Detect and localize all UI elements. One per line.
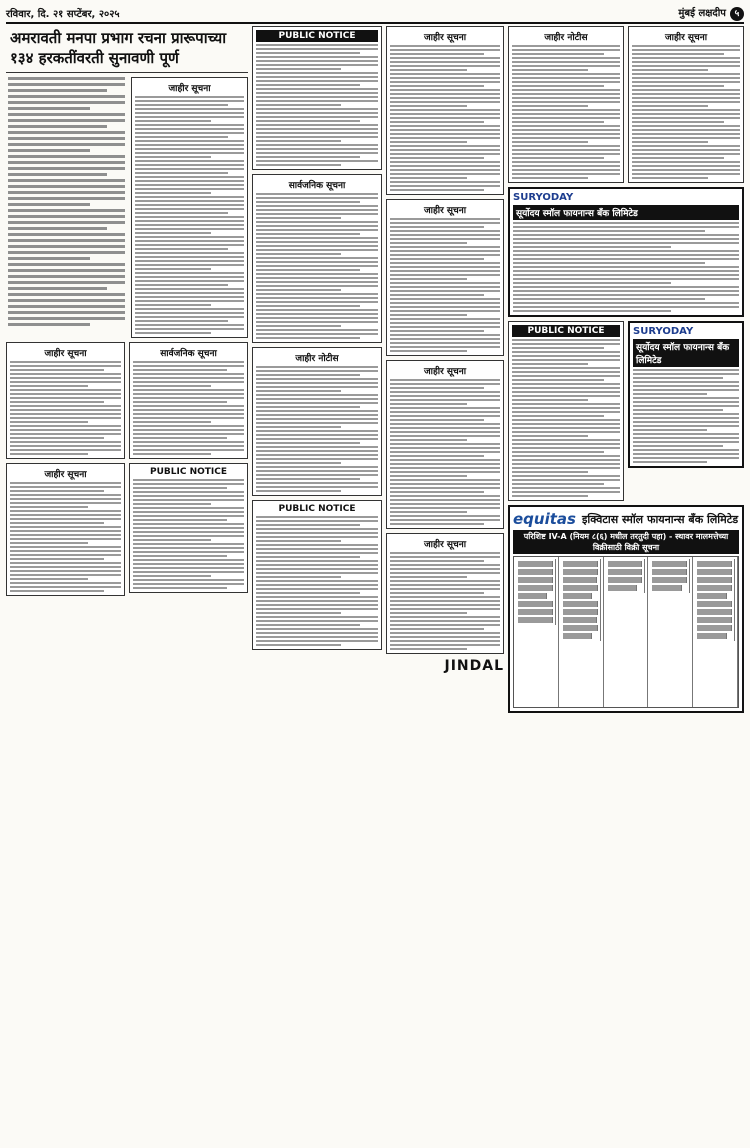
equitas-ad [508,505,744,713]
notice-c3-c: जाहीर सूचना [386,360,504,529]
notice-c1-c: सार्वजनिक सूचना [129,342,248,459]
suryoday-ad [508,187,744,317]
col4-top [508,26,744,187]
notice-c4-suchana: जाहीर सूचना [628,26,744,183]
notice-c3-d: जाहीर सूचना [386,533,504,654]
notice-c3-b: जाहीर सूचना [386,199,504,356]
lead-headline: अमरावती मनपा प्रभाग रचना प्रारूपाच्या १३४ हरकतींवरती सुनावणी पूर्ण [6,26,248,73]
notice-c4-notice: जाहीर नोटीस [508,26,624,183]
col4-mid [508,321,744,505]
column-1 [6,26,248,1144]
notice-c4-public: PUBLIC NOTICE [508,321,624,501]
column-3 [386,26,504,1144]
suryoday-ad-2: SURYODAY सूर्योदय स्मॉल फायनान्स बँक लिमिटेड [628,321,744,468]
notice-c1-a: जाहीर सूचना [6,342,125,459]
notice-c1-jaheer: जाहीर सूचना [131,77,248,338]
lead-story-body [6,77,248,342]
page-number: ५ [730,7,744,21]
notice-c2-jaheer: जाहीर नोटीस [252,347,382,496]
equitas-logo: equitas [513,510,576,528]
suryoday-logo: SURYODAY [513,192,574,203]
masthead-date: रविवार, दि. २१ सप्टेंबर, २०२५ [6,9,120,20]
col1-lower [6,342,248,600]
suryoday-bank-name: सूर्योदय स्मॉल फायनान्स बँक लिमिटेड [513,205,739,220]
equitas-table [513,556,739,708]
equitas-notice-title: परिशिष्ट IV-A (नियम ८(६) मधील तरतुदी पहा) - स्थावर मालमत्तेच्या विक्रीसाठी विक्री सूचना [513,530,739,554]
column-4 [508,26,744,1144]
notice-c2-public: PUBLIC NOTICE [252,26,382,170]
notice-c2-sarvajanik: सार्वजनिक सूचना [252,174,382,343]
notice-c3-a: जाहीर सूचना [386,26,504,195]
masthead-paper: मुंबई लक्षदीप ५ [678,5,744,21]
notice-c2-public-2: PUBLIC NOTICE [252,500,382,650]
equitas-bank-name: इक्विटास स्मॉल फायनान्स बँक लिमिटेड [581,512,739,526]
masthead [6,4,744,24]
notice-c1-d: PUBLIC NOTICE [129,463,248,593]
notice-c1-b: जाहीर सूचना [6,463,125,596]
column-2 [252,26,382,1144]
jindal-logo: JINDAL [444,658,504,674]
